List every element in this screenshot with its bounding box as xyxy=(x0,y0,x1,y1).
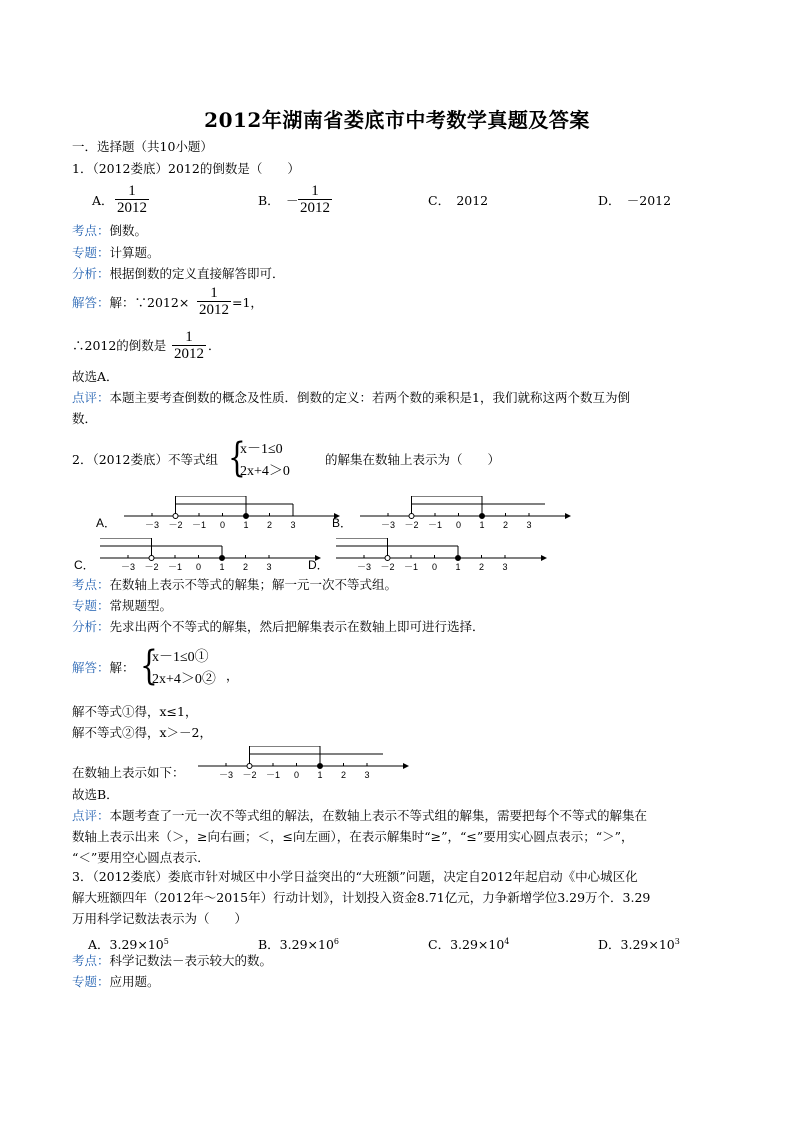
q3-option-d-text: D．3.29×10 xyxy=(598,937,675,953)
label-fenxi: 分析： xyxy=(72,619,110,634)
q2-option-b-label: B． xyxy=(332,516,353,530)
label-zhuanti: 专题： xyxy=(72,598,110,613)
q1-kaodian xyxy=(72,222,147,240)
tick-label: －2 xyxy=(380,562,395,572)
section-header: 一．选择题（共10小题） xyxy=(72,139,213,154)
tick-label: －1 xyxy=(191,520,207,530)
tick-label: 2 xyxy=(242,562,249,572)
q3-option-b-exponent: 6 xyxy=(333,937,339,946)
tick-label: －1 xyxy=(167,562,183,572)
fraction-denominator: 2012 xyxy=(174,346,204,362)
fraction-numerator: 1 xyxy=(210,285,218,301)
q2-step-3: 在数轴上表示如下： xyxy=(72,765,185,780)
q1-jieda-post: =1， xyxy=(232,295,263,310)
system-line-2: 2x+4＞0 xyxy=(240,464,290,479)
solid-dot-1 xyxy=(220,556,225,561)
label-kaodian: 考点： xyxy=(72,223,110,238)
label-dianping: 点评： xyxy=(72,808,110,823)
q3-option-a-text: A．3.29×10 xyxy=(88,937,164,953)
open-dot-minus-2 xyxy=(149,556,154,561)
q3-kaodian xyxy=(72,952,272,970)
tick-label: 3 xyxy=(364,770,370,780)
q3-kaodian-text: 科学记数法－表示较大的数。 xyxy=(109,953,273,968)
q2-fenxi xyxy=(72,618,485,636)
solid-dot-1 xyxy=(480,514,485,519)
q1-zhuanti xyxy=(72,244,160,262)
open-dot-minus-2 xyxy=(173,514,178,519)
q1-option-b-letter: B． xyxy=(258,193,280,208)
fraction-denominator: 2012 xyxy=(117,200,147,216)
q2-step-2: 解不等式②得，x＞－2， xyxy=(72,725,213,740)
q3-option-c xyxy=(428,933,509,954)
q1-fenxi-text: 根据倒数的定义直接解答即可． xyxy=(109,266,285,281)
q1-dianping xyxy=(72,389,630,407)
system-line-2: 2x+4＞0② xyxy=(152,672,216,687)
tick-label: 0 xyxy=(455,520,462,530)
q2-fenxi-text: 先求出两个不等式的解集，然后把解集表示在数轴上即可进行选择． xyxy=(109,619,485,634)
q2-dianping-text-1: 本题考查了一元一次不等式组的解法，在数轴上表示不等式组的解集，需要把每个不等式的解集在 xyxy=(109,808,648,823)
q2-stem-post: 的解集在数轴上表示为（ ） xyxy=(325,452,501,467)
q3-stem-1: 3．（2012娄底）娄底市针对城区中小学日益突出的“大班额”问题，决定自2012年起启动《中心城区化 xyxy=(72,869,638,884)
q1-conclusion-post: ． xyxy=(208,338,221,353)
tick-label: －3 xyxy=(380,520,396,530)
tick-label: 0 xyxy=(195,562,202,572)
q3-option-c-exponent: 4 xyxy=(504,937,510,946)
q2-solution-system xyxy=(140,644,240,692)
tick-label: 3 xyxy=(290,520,296,530)
q2-step-1: 解不等式①得，x≤1， xyxy=(72,704,198,719)
q2-jieda xyxy=(72,659,135,677)
q1-option-d: D． －2012 xyxy=(598,193,672,208)
q1-choose: 故选A． xyxy=(72,369,119,384)
tick-label: 3 xyxy=(526,520,532,530)
q3-option-b-text: B．3.29×10 xyxy=(258,937,334,953)
label-dianping: 点评： xyxy=(72,390,110,405)
fraction-denominator: 2012 xyxy=(199,302,229,318)
tick-label: －1 xyxy=(403,562,419,572)
q2-option-d-numberline xyxy=(334,538,549,574)
q2-dianping-text-2: 数轴上表示出来（＞，≥向右画；＜，≤向左画），在表示解集时“≥”，“≤”要用实心圆点表示；“＞”， xyxy=(72,829,634,844)
q2-solution-numberline xyxy=(196,746,411,782)
label-jieda: 解答： xyxy=(72,660,110,675)
q3-zhuanti-text: 应用题。 xyxy=(109,974,160,989)
tick-label: 2 xyxy=(502,520,509,530)
q1-option-b-sign: － xyxy=(286,193,299,208)
tick-label: －2 xyxy=(144,562,159,572)
tick-label: －3 xyxy=(356,562,372,572)
q2-option-a-numberline xyxy=(122,496,342,532)
tick-label: －3 xyxy=(218,770,234,780)
q1-dianping-text-1: 本题主要考查倒数的概念及性质．倒数的定义：若两个数的乘积是1，我们就称这两个数互为倒 xyxy=(109,390,630,405)
q2-zhuanti-text: 常规题型。 xyxy=(109,598,173,613)
open-dot-minus-2 xyxy=(385,556,390,561)
label-fenxi: 分析： xyxy=(72,266,110,281)
q1-jieda-fraction xyxy=(197,285,231,318)
q3-zhuanti xyxy=(72,973,160,991)
q2-jieda-pre: 解： xyxy=(109,660,135,675)
q3-option-b xyxy=(258,933,339,954)
axis-arrow-icon xyxy=(403,763,409,769)
tick-label: 1 xyxy=(243,520,249,530)
label-zhuanti: 专题： xyxy=(72,974,110,989)
label-zhuanti: 专题： xyxy=(72,245,110,260)
fraction-numerator: 1 xyxy=(185,329,193,345)
q3-stem-3: 万用科学记数法表示为（ ） xyxy=(72,911,248,926)
tick-label: －2 xyxy=(168,520,183,530)
tick-label: －2 xyxy=(404,520,419,530)
q3-option-c-text: C．3.29×10 xyxy=(428,937,505,953)
axis-arrow-icon xyxy=(565,513,571,519)
q2-zhuanti xyxy=(72,597,172,615)
tick-label: 1 xyxy=(455,562,461,572)
open-dot-minus-2 xyxy=(409,514,414,519)
q1-dianping-text-2: 数． xyxy=(72,411,98,426)
tick-label: 0 xyxy=(219,520,226,530)
q2-option-c-numberline xyxy=(98,538,323,574)
q2-kaodian-text: 在数轴上表示不等式的解集；解一元一次不等式组。 xyxy=(109,577,398,592)
q1-option-c: C． 2012 xyxy=(428,193,489,208)
tick-label: －1 xyxy=(427,520,443,530)
q1-conclusion-fraction xyxy=(172,329,206,362)
q3-option-a xyxy=(88,933,169,954)
q2-jieda-post: ， xyxy=(226,668,239,683)
q1-conclusion-pre: ∴2012的倒数是 xyxy=(72,338,167,353)
q2-kaodian xyxy=(72,576,397,594)
tick-label: 2 xyxy=(478,562,485,572)
tick-label: 1 xyxy=(479,520,485,530)
q2-dianping xyxy=(72,807,647,825)
tick-label: 2 xyxy=(266,520,273,530)
left-brace-icon: { xyxy=(228,435,246,481)
q1-option-b-fraction xyxy=(298,183,332,216)
open-dot-minus-2 xyxy=(247,764,252,769)
q3-stem-2: 解大班额四年（2012年～2015年）行动计划》，计划投入资金8.71亿元，力争新增学位3.29万个．3.29 xyxy=(72,890,651,905)
system-line-1: x－1≤0① xyxy=(152,650,209,665)
label-kaodian: 考点： xyxy=(72,953,110,968)
q2-dianping-text-3: “＜”要用空心圆点表示． xyxy=(72,850,210,865)
tick-label: 2 xyxy=(340,770,347,780)
tick-label: 0 xyxy=(431,562,438,572)
q1-jieda xyxy=(72,294,189,312)
tick-label: 0 xyxy=(293,770,300,780)
solid-dot-1 xyxy=(318,764,323,769)
document-title: 2012年湖南省娄底市中考数学真题及答案 xyxy=(204,108,590,132)
q3-option-d xyxy=(598,933,680,954)
q1-option-a-fraction xyxy=(115,183,149,216)
q1-option-a-letter: A． xyxy=(92,193,114,208)
q1-fenxi xyxy=(72,265,285,283)
tick-label: －2 xyxy=(242,770,257,780)
fraction-denominator: 2012 xyxy=(300,200,330,216)
q2-option-a-label: A． xyxy=(96,516,117,530)
q2-choose: 故选B． xyxy=(72,787,119,802)
label-kaodian: 考点： xyxy=(72,577,110,592)
tick-label: 1 xyxy=(219,562,225,572)
q2-option-d-label: D． xyxy=(308,558,329,572)
solid-dot-1 xyxy=(244,514,249,519)
q2-stem-pre: 2．（2012娄底）不等式组 xyxy=(72,452,219,467)
q1-zhuanti-text: 计算题。 xyxy=(109,245,160,260)
tick-label: 3 xyxy=(266,562,272,572)
fraction-numerator: 1 xyxy=(128,183,136,199)
q1-stem: 1．（2012娄底）2012的倒数是（ ） xyxy=(72,161,300,176)
left-brace-icon: { xyxy=(140,643,158,689)
tick-label: 3 xyxy=(502,562,508,572)
q1-jieda-pre: 解：∵2012× xyxy=(109,295,190,310)
tick-label: －3 xyxy=(144,520,160,530)
fraction-numerator: 1 xyxy=(311,183,319,199)
tick-label: 1 xyxy=(317,770,323,780)
label-jieda: 解答： xyxy=(72,295,110,310)
axis-arrow-icon xyxy=(541,555,547,561)
q2-option-c-label: C． xyxy=(74,558,95,572)
tick-label: －3 xyxy=(120,562,136,572)
q3-option-d-exponent: 3 xyxy=(674,937,680,946)
q1-kaodian-text: 倒数。 xyxy=(109,223,148,238)
system-line-1: x－1≤0 xyxy=(240,442,283,457)
solid-dot-1 xyxy=(456,556,461,561)
tick-label: －1 xyxy=(265,770,281,780)
q3-option-a-exponent: 5 xyxy=(163,937,169,946)
q2-option-b-numberline xyxy=(358,496,573,532)
